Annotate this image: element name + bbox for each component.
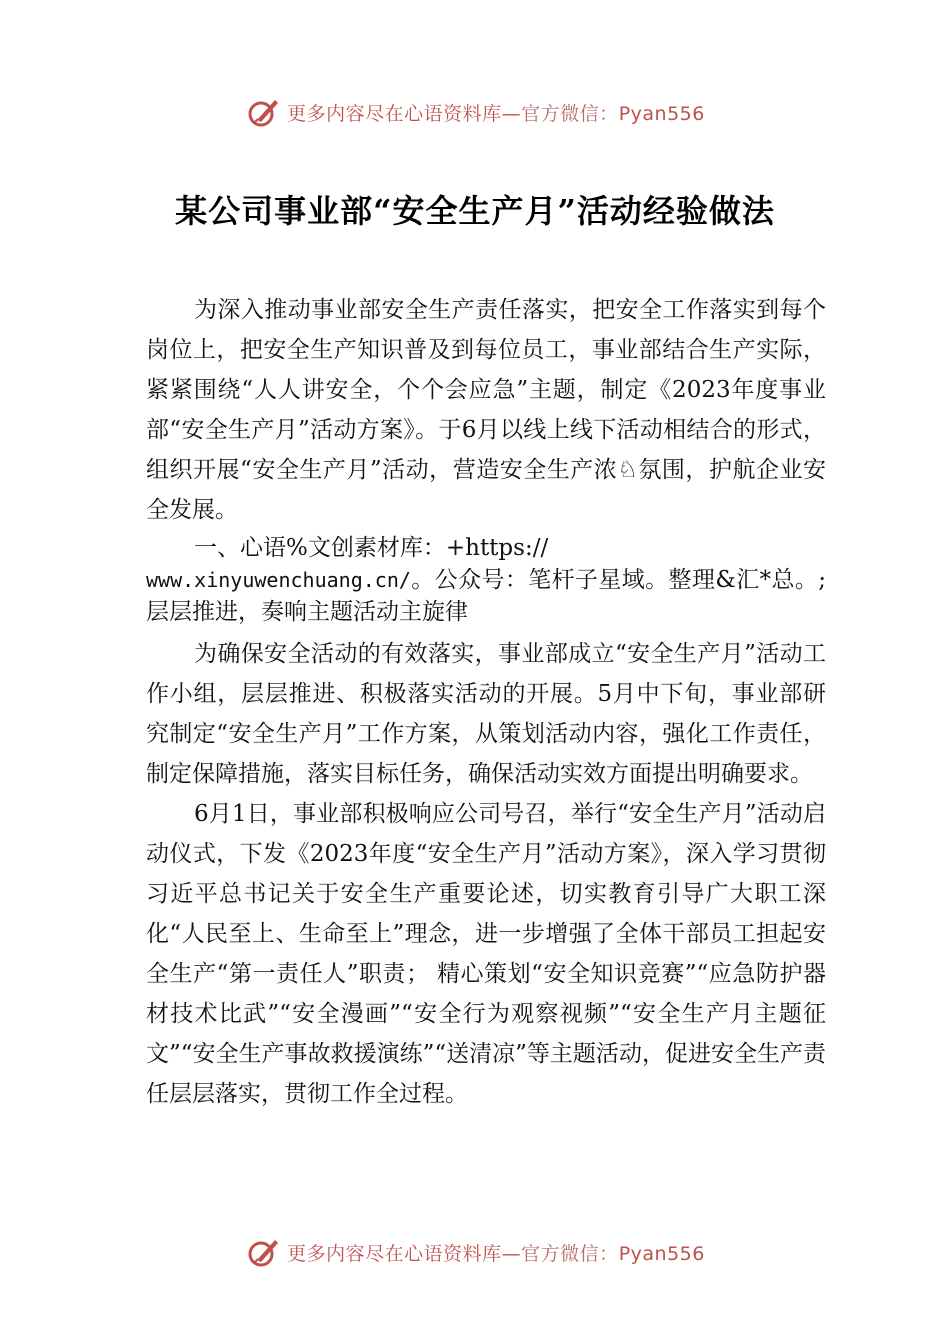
- quill-logo-icon: [245, 1234, 281, 1270]
- paragraph-3: 6月1日，事业部积极响应公司号召，举行“安全生产月”活动启动仪式，下发《2023年度“安全生产月”活动方案》，深入学习贯彻习近平总书记关于安全生产重要论述，切实教育引导广大职工深化“人民至上、生命至上”理念，进一步增强了全体干部员工担起安全生产“第一责任人”职责； 精心策划“安全知识竞赛”“应急防护器材技术比武”“安全漫画”“安全行为观察视频”“安全生产月主题征文”“安全生产事故救援演练”“送清凉”等主题活动，促进安全生产责任层层落实，贯彻工作全过程。: [146, 801, 826, 1107]
- quill-logo-icon: [245, 94, 281, 130]
- watermark-banner-top: [0, 92, 950, 132]
- document-body: [146, 290, 826, 1114]
- paragraph-intro: 为深入推动事业部安全生产责任落实，把安全工作落实到每个岗位上，把安全生产知识普及到每位员工，事业部结合生产实际，紧紧围绕“人人讲安全，个个会应急”主题，制定《2023年度事业部“安全生产月”活动方案》。于6月以线上线下活动相结合的形式，组织开展“安全生产月”活动，营造安全生产浓♘氛围，护航企业安全发展。: [146, 297, 826, 523]
- paragraph-2: 为确保安全活动的有效落实，事业部成立“安全生产月”活动工作小组，层层推进、积极落实活动的开展。5月中下旬，事业部研究制定“安全生产月”工作方案，从策划活动内容，强化工作责任，制定保障措施，落实目标任务，确保活动实效方面提出明确要求。: [146, 641, 826, 787]
- document-title: 某公司事业部“安全生产月”活动经验做法: [175, 192, 775, 230]
- banner-text: 更多内容尽在心语资料库—官方微信：Pyan556: [287, 102, 705, 125]
- banner-text: 更多内容尽在心语资料库—官方微信：Pyan556: [287, 1242, 705, 1265]
- section-heading-one: 一、心语%文创素材库：+https:// www.xinyuwenchuang.cn/。公众号：笔杆子星域。整理&汇*总。;层层推进，奏响主题活动主旋律: [146, 535, 826, 625]
- source-url: www.xinyuwenchuang.cn/: [146, 568, 411, 592]
- watermark-banner-bottom: [0, 1232, 950, 1272]
